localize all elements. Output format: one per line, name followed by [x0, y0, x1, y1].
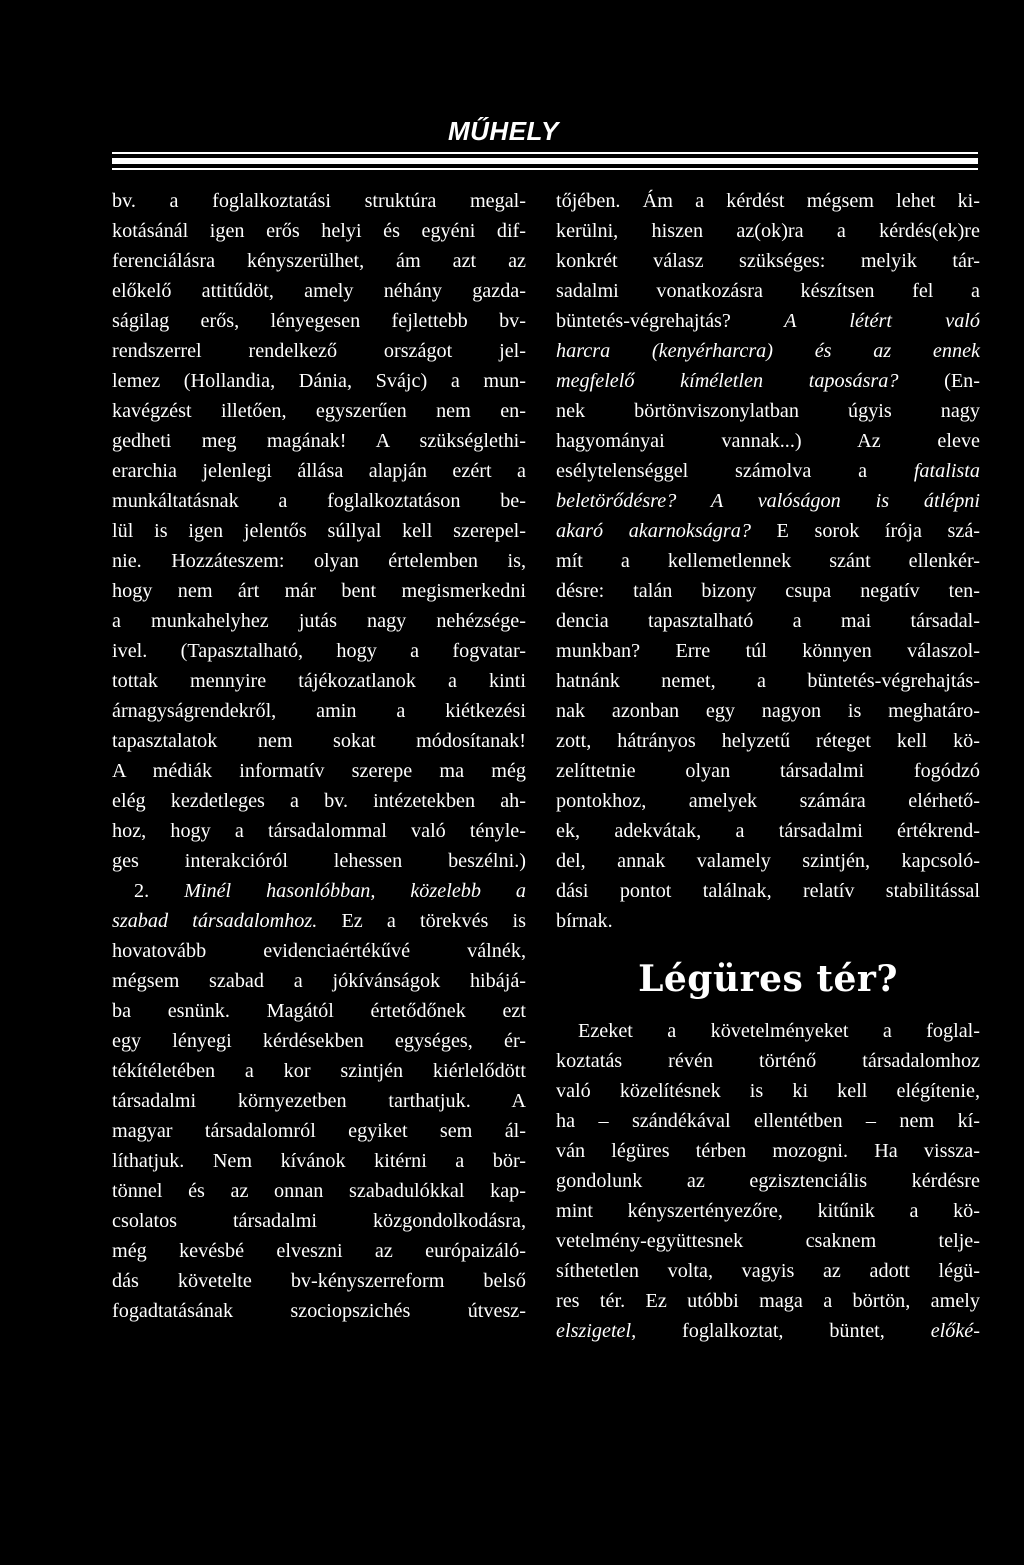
text-run: sadalmi vonatkozásra készítsen fel a — [556, 280, 980, 302]
text-line — [556, 276, 980, 306]
text-line — [112, 1266, 526, 1296]
text-line — [556, 186, 980, 216]
text-run: zott, hátrányos helyzetű réteget kell kö- — [556, 730, 980, 752]
text-run: ferenciálásra kényszerülhet, ám azt az — [112, 250, 526, 272]
text-line — [112, 486, 526, 516]
header-rule — [112, 158, 978, 164]
text-line — [112, 1086, 526, 1116]
text-line — [112, 246, 526, 276]
text-line — [112, 1056, 526, 1086]
text-line — [556, 1196, 980, 1226]
text-line — [112, 1176, 526, 1206]
text-run: mint kényszertényezőre, kitűnik a kö- — [556, 1200, 980, 1222]
text-line — [556, 1016, 980, 1046]
italic-run: szabad társadalomhoz. — [112, 910, 318, 932]
text-run: ges interakcióról lehessen beszélni.) — [112, 850, 526, 872]
text-run: hogy nem árt már bent megismerkedni — [112, 580, 526, 602]
text-run: res tér. Ez utóbbi maga a börtön, amely — [556, 1290, 980, 1312]
text-line — [556, 666, 980, 696]
text-line — [112, 336, 526, 366]
text-run: kerülni, hiszen az(ok)ra a kérdés(ek)re — [556, 220, 980, 242]
text-line — [112, 366, 526, 396]
text-run: désre: talán bizony csupa negatív ten- — [556, 580, 980, 602]
text-run: árnagyságrendekről, amin a kiétkezési — [112, 700, 526, 722]
text-run: foglalkoztat, büntet, — [636, 1320, 931, 1342]
text-line — [112, 1146, 526, 1176]
text-line — [112, 966, 526, 996]
text-line — [556, 696, 980, 726]
text-run: való közelítésnek is ki kell elégítenie, — [556, 1080, 980, 1102]
text-run: dás követelte bv-kényszerreform belső — [112, 1270, 526, 1292]
text-run: gondolunk az egzisztenciális kérdésre — [556, 1170, 980, 1192]
text-run: síthetetlen volta, vagyis az adott légü- — [556, 1260, 980, 1282]
text-line — [112, 1236, 526, 1266]
text-run: tönnel és az onnan szabadulókkal kap- — [112, 1180, 526, 1202]
left-column — [112, 186, 526, 1326]
text-line — [112, 1296, 526, 1326]
italic-run: A létért való — [784, 310, 980, 332]
italic-run: megfelelő kíméletlen taposásra? — [556, 370, 899, 392]
section-title: MŰHELY — [448, 116, 559, 146]
text-line — [112, 456, 526, 486]
text-run: pontokhoz, amelyek számára elérhető- — [556, 790, 980, 812]
text-run: del, annak valamely szintjén, kapcsoló- — [556, 850, 980, 872]
text-line — [556, 1316, 980, 1346]
text-run: Ez a törekvés is — [317, 910, 527, 932]
text-line — [112, 696, 526, 726]
text-run: kavégzést illetően, egyszerűen nem en- — [112, 400, 526, 422]
text-line — [556, 606, 980, 636]
text-run: kotásánál igen erős helyi és egyéni dif- — [112, 220, 526, 242]
text-run: a munkahelyhez jutás nagy nehézsége- — [112, 610, 526, 632]
text-line — [112, 1206, 526, 1236]
text-run: ek, adekvátak, a társadalmi értékrend- — [556, 820, 980, 842]
italic-run: előké- — [930, 1320, 980, 1342]
text-run: egy lényegi kérdésekben egységes, ér- — [112, 1030, 526, 1052]
text-line — [556, 1226, 980, 1256]
text-run: ságilag erős, lényegesen fejlettebb bv- — [112, 310, 526, 332]
text-run: ván légüres térben mozogni. Ha vissza- — [556, 1140, 980, 1162]
text-run: hagyományai vannak...) Az eleve — [556, 430, 980, 452]
italic-run: beletörődésre? A valóságon is átlépni — [556, 490, 980, 512]
text-run: fogadtatásának szociopszichés útvesz- — [112, 1300, 526, 1322]
text-line — [112, 276, 526, 306]
text-run: erarchia jelenlegi állása alapján ezért a — [112, 460, 526, 482]
text-run: lemez (Hollandia, Dánia, Svájc) a mun- — [112, 370, 526, 392]
text-line — [556, 1106, 980, 1136]
text-run: dási pontot találnak, relatív stabilitással — [556, 880, 980, 902]
text-line — [556, 396, 980, 426]
text-line — [556, 1136, 980, 1166]
text-line — [112, 216, 526, 246]
text-run: bírnak. — [556, 910, 613, 932]
text-line — [112, 636, 526, 666]
header-rule — [112, 152, 978, 154]
text-run: munkáltatásnak a foglalkoztatáson be- — [112, 490, 526, 512]
text-run: társadalmi környezetben tarthatjuk. A — [112, 1090, 526, 1112]
text-line — [556, 816, 980, 846]
text-line — [112, 186, 526, 216]
italic-run: fatalista — [913, 460, 980, 482]
text-run: koztatás révén történő társadalomhoz — [556, 1050, 980, 1072]
text-run: ivel. (Tapasztalható, hogy a fogvatar- — [112, 640, 526, 662]
italic-run: Minél hasonlóbban, közelebb a — [184, 880, 526, 902]
text-line — [112, 936, 526, 966]
right-column — [556, 186, 980, 1346]
text-run: ha – szándékával ellentétben – nem kí- — [556, 1110, 980, 1132]
text-line — [112, 996, 526, 1026]
text-line — [112, 726, 526, 756]
text-line — [112, 816, 526, 846]
text-line — [556, 846, 980, 876]
page-header — [112, 112, 978, 172]
header-rule — [112, 168, 978, 170]
italic-run: akaró akarnokságra? — [556, 520, 751, 542]
text-line — [556, 1046, 980, 1076]
text-run: konkrét válasz szükséges: melyik tár- — [556, 250, 980, 272]
text-line — [556, 246, 980, 276]
text-line — [112, 546, 526, 576]
text-line — [556, 1256, 980, 1286]
text-run: ba esnünk. Magától értetődőnek ezt — [112, 1000, 526, 1022]
text-line — [556, 756, 980, 786]
text-line — [556, 1286, 980, 1316]
text-line — [112, 306, 526, 336]
text-line — [556, 636, 980, 666]
text-run: lül is igen jelentős súllyal kell szerepel- — [112, 520, 526, 542]
text-line — [112, 846, 526, 876]
text-run: bv. a foglalkoztatási struktúra megal- — [112, 190, 526, 212]
text-line — [556, 216, 980, 246]
text-line — [556, 876, 980, 906]
text-line — [556, 366, 980, 396]
text-run: líthatjuk. Nem kívánok kitérni a bör- — [112, 1150, 526, 1172]
text-run: tapasztalatok nem sokat módosítanak! — [112, 730, 526, 752]
text-line — [556, 1076, 980, 1106]
text-run: mít a kellemetlennek szánt ellenkér- — [556, 550, 980, 572]
text-run: tottak mennyire tájékozatlanok a kinti — [112, 670, 526, 692]
text-run: még kevésbé elveszni az európaizáló- — [112, 1240, 526, 1262]
text-line — [112, 876, 526, 906]
text-run: E sorok írója szá- — [750, 520, 980, 542]
text-line — [556, 576, 980, 606]
text-line — [112, 576, 526, 606]
text-run: (En- — [898, 370, 980, 392]
text-line — [112, 666, 526, 696]
text-run: hoz, hogy a társadalommal való tényle- — [112, 820, 526, 842]
text-run: zelíttetnie olyan társadalmi fogódzó — [556, 760, 980, 782]
text-run: esélytelenséggel számolva a — [556, 460, 914, 482]
italic-run: harcra (kenyérharcra) és az ennek — [556, 340, 980, 362]
text-run: nie. Hozzáteszem: olyan értelemben is, — [112, 550, 526, 572]
text-run: tőjében. Ám a kérdést mégsem lehet ki- — [556, 190, 980, 212]
text-run: elég kezdetleges a bv. intézetekben ah- — [112, 790, 526, 812]
italic-run: elszigetel, — [556, 1320, 637, 1342]
text-line — [556, 306, 980, 336]
text-run: mégsem szabad a jókívánságok hibájá- — [112, 970, 526, 992]
text-line — [556, 726, 980, 756]
text-run: tékítéletében a kor szintjén kiérlelődött — [112, 1060, 526, 1082]
text-run: magyar társadalomról egyiket sem ál- — [112, 1120, 526, 1142]
text-run: előkelő attitűdöt, amely néhány gazda- — [112, 280, 526, 302]
right-column-bottom — [556, 1016, 980, 1346]
text-line — [112, 396, 526, 426]
text-line — [556, 546, 980, 576]
text-run: nek börtönviszonylatban úgyis nagy — [556, 400, 980, 422]
text-line — [556, 906, 980, 936]
text-line — [556, 1166, 980, 1196]
text-line — [112, 756, 526, 786]
text-run: A médiák informatív szerepe ma még — [112, 760, 526, 782]
text-run: Ezeket a követelményeket a foglal- — [578, 1020, 980, 1042]
text-run: vetelmény-együttesnek csaknem telje- — [556, 1230, 980, 1252]
text-run: gedheti meg magának! A szükséglethi- — [112, 430, 526, 452]
text-run: munkban? Erre túl könnyen válaszol- — [556, 640, 980, 662]
text-line — [556, 426, 980, 456]
text-line — [112, 1026, 526, 1056]
text-run: büntetés-végrehajtás? — [556, 310, 785, 332]
subheading: Légüres tér? — [638, 958, 898, 1000]
right-column-top — [556, 186, 980, 936]
text-line — [112, 786, 526, 816]
text-line — [112, 1116, 526, 1146]
text-line — [556, 456, 980, 486]
text-line — [112, 906, 526, 936]
text-run: nak azonban egy nagyon is meghatáro- — [556, 700, 980, 722]
text-line — [556, 786, 980, 816]
text-line — [112, 426, 526, 456]
text-line — [112, 516, 526, 546]
text-run: 2. — [134, 880, 185, 902]
text-line — [556, 516, 980, 546]
text-line — [556, 486, 980, 516]
text-line — [112, 606, 526, 636]
text-run: rendszerrel rendelkező országot jel- — [112, 340, 526, 362]
text-run: csolatos társadalmi közgondolkodásra, — [112, 1210, 526, 1232]
text-run: hatnánk nemet, a büntetés-végrehajtás- — [556, 670, 980, 692]
text-line — [556, 336, 980, 366]
text-run: hovatovább evidenciaértékűvé válnék, — [112, 940, 526, 962]
text-run: dencia tapasztalható a mai társadal- — [556, 610, 980, 632]
